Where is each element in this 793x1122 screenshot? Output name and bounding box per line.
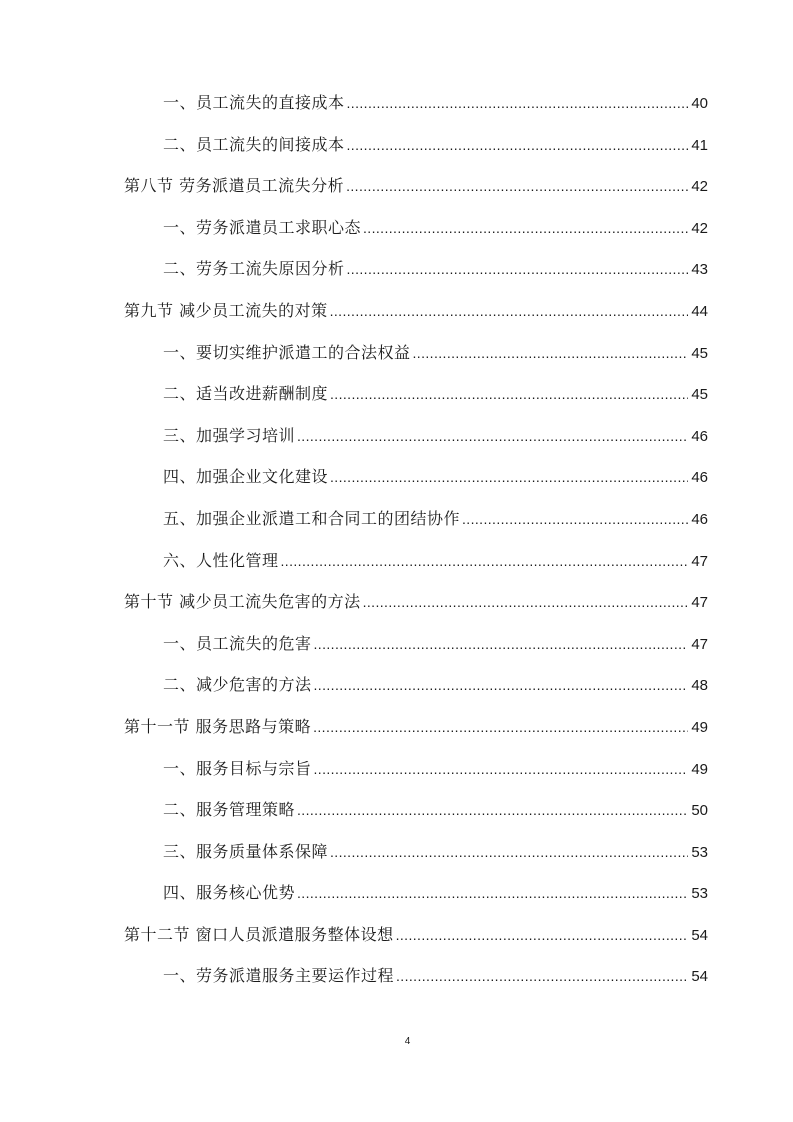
toc-entry-page-number: 45: [691, 344, 708, 362]
toc-entry-title: 五、加强企业派遣工和合同工的团结协作: [163, 508, 461, 528]
toc-subsection-entry[interactable]: [124, 797, 708, 839]
toc-entry-title: 一、劳务派遣员工求职心态: [163, 217, 362, 237]
toc-entry-page-number: 54: [691, 926, 708, 944]
toc-entry-page-number: 49: [691, 718, 708, 736]
toc-entry-page-number: 54: [691, 968, 708, 986]
toc-entry-page-number: 50: [691, 802, 708, 820]
toc-entry-page-number: 40: [691, 95, 708, 112]
toc-dot-leader: [330, 303, 689, 319]
toc-entry-page-number: 53: [691, 885, 708, 903]
toc-entry-title: 第九节 减少员工流失的对策: [124, 300, 328, 320]
toc-section-entry[interactable]: [124, 173, 708, 215]
toc-dot-leader: [347, 261, 689, 277]
toc-entry-title: 一、服务目标与宗旨: [163, 758, 312, 778]
toc-dot-leader: [330, 469, 688, 485]
toc-section-entry[interactable]: [124, 589, 708, 631]
toc-subsection-entry[interactable]: [124, 464, 708, 506]
toc-entry-title: 二、员工流失的间接成本: [163, 134, 345, 154]
toc-subsection-entry[interactable]: [124, 880, 708, 922]
toc-subsection-entry[interactable]: [124, 963, 708, 1005]
toc-entry-page-number: 45: [691, 386, 708, 404]
toc-subsection-entry[interactable]: [124, 381, 708, 423]
toc-section-entry[interactable]: [124, 922, 708, 964]
toc-entry-page-number: 46: [691, 469, 708, 487]
toc-subsection-entry[interactable]: [124, 548, 708, 590]
toc-dot-leader: [330, 844, 688, 860]
table-of-contents: [124, 90, 708, 1005]
toc-entry-page-number: 43: [691, 261, 708, 279]
toc-entry-title: 六、人性化管理: [163, 550, 279, 570]
page-number: 4: [404, 1036, 411, 1047]
toc-entry-title: 一、员工流失的危害: [163, 633, 312, 653]
toc-subsection-entry[interactable]: [124, 90, 708, 132]
toc-entry-title: 二、适当改进薪酬制度: [163, 384, 329, 404]
toc-entry-title: 第八节 劳务派遣员工流失分析: [124, 176, 345, 196]
toc-subsection-entry[interactable]: [124, 756, 708, 798]
toc-dot-leader: [281, 553, 689, 569]
toc-subsection-entry[interactable]: [124, 132, 708, 174]
toc-dot-leader: [330, 386, 688, 402]
toc-entry-title: 三、加强学习培训: [163, 425, 296, 445]
toc-dot-leader: [347, 95, 689, 111]
toc-entry-page-number: 46: [691, 510, 708, 528]
toc-subsection-entry[interactable]: [124, 839, 708, 881]
toc-entry-title: 二、劳务工流失原因分析: [163, 259, 345, 279]
toc-entry-page-number: 41: [691, 136, 708, 154]
toc-subsection-entry[interactable]: [124, 631, 708, 673]
toc-entry-page-number: 42: [691, 178, 708, 196]
toc-dot-leader: [346, 178, 688, 194]
toc-entry-title: 一、劳务派遣服务主要运作过程: [163, 966, 395, 986]
toc-subsection-entry[interactable]: [124, 340, 708, 382]
toc-entry-title: 二、减少危害的方法: [163, 675, 312, 695]
toc-entry-page-number: 44: [691, 302, 708, 320]
toc-entry-title: 第十节 减少员工流失危害的方法: [124, 592, 361, 612]
toc-dot-leader: [413, 345, 689, 361]
toc-entry-title: 第十一节 服务思路与策略: [124, 716, 312, 736]
toc-subsection-entry[interactable]: [124, 215, 708, 257]
toc-dot-leader: [396, 927, 689, 943]
toc-entry-page-number: 53: [691, 843, 708, 861]
toc-entry-page-number: 47: [691, 552, 708, 570]
toc-subsection-entry[interactable]: [124, 672, 708, 714]
toc-dot-leader: [396, 968, 688, 984]
toc-entry-page-number: 42: [691, 219, 708, 237]
toc-entry-page-number: 49: [691, 760, 708, 778]
toc-subsection-entry[interactable]: [124, 256, 708, 298]
toc-dot-leader: [462, 511, 688, 527]
toc-dot-leader: [363, 220, 688, 236]
toc-dot-leader: [363, 594, 689, 610]
toc-section-entry[interactable]: [124, 714, 708, 756]
toc-dot-leader: [314, 636, 689, 652]
toc-subsection-entry[interactable]: [124, 423, 708, 465]
toc-dot-leader: [297, 802, 688, 818]
toc-dot-leader: [297, 428, 688, 444]
toc-dot-leader: [347, 137, 689, 153]
toc-entry-title: 四、服务核心优势: [163, 883, 296, 903]
toc-subsection-entry[interactable]: [124, 506, 708, 548]
toc-entry-page-number: 46: [691, 427, 708, 445]
toc-entry-page-number: 47: [691, 635, 708, 653]
toc-dot-leader: [314, 677, 689, 693]
toc-entry-page-number: 48: [691, 677, 708, 695]
toc-entry-title: 四、加强企业文化建设: [163, 467, 329, 487]
toc-entry-title: 第十二节 窗口人员派遣服务整体设想: [124, 924, 394, 944]
toc-entry-title: 一、要切实维护派遣工的合法权益: [163, 342, 411, 362]
toc-entry-title: 一、员工流失的直接成本: [163, 93, 345, 112]
toc-entry-title: 三、服务质量体系保障: [163, 841, 329, 861]
toc-dot-leader: [313, 719, 688, 735]
toc-entry-title: 二、服务管理策略: [163, 800, 296, 820]
toc-dot-leader: [297, 885, 688, 901]
toc-section-entry[interactable]: [124, 298, 708, 340]
toc-dot-leader: [314, 761, 689, 777]
toc-entry-page-number: 47: [691, 594, 708, 612]
